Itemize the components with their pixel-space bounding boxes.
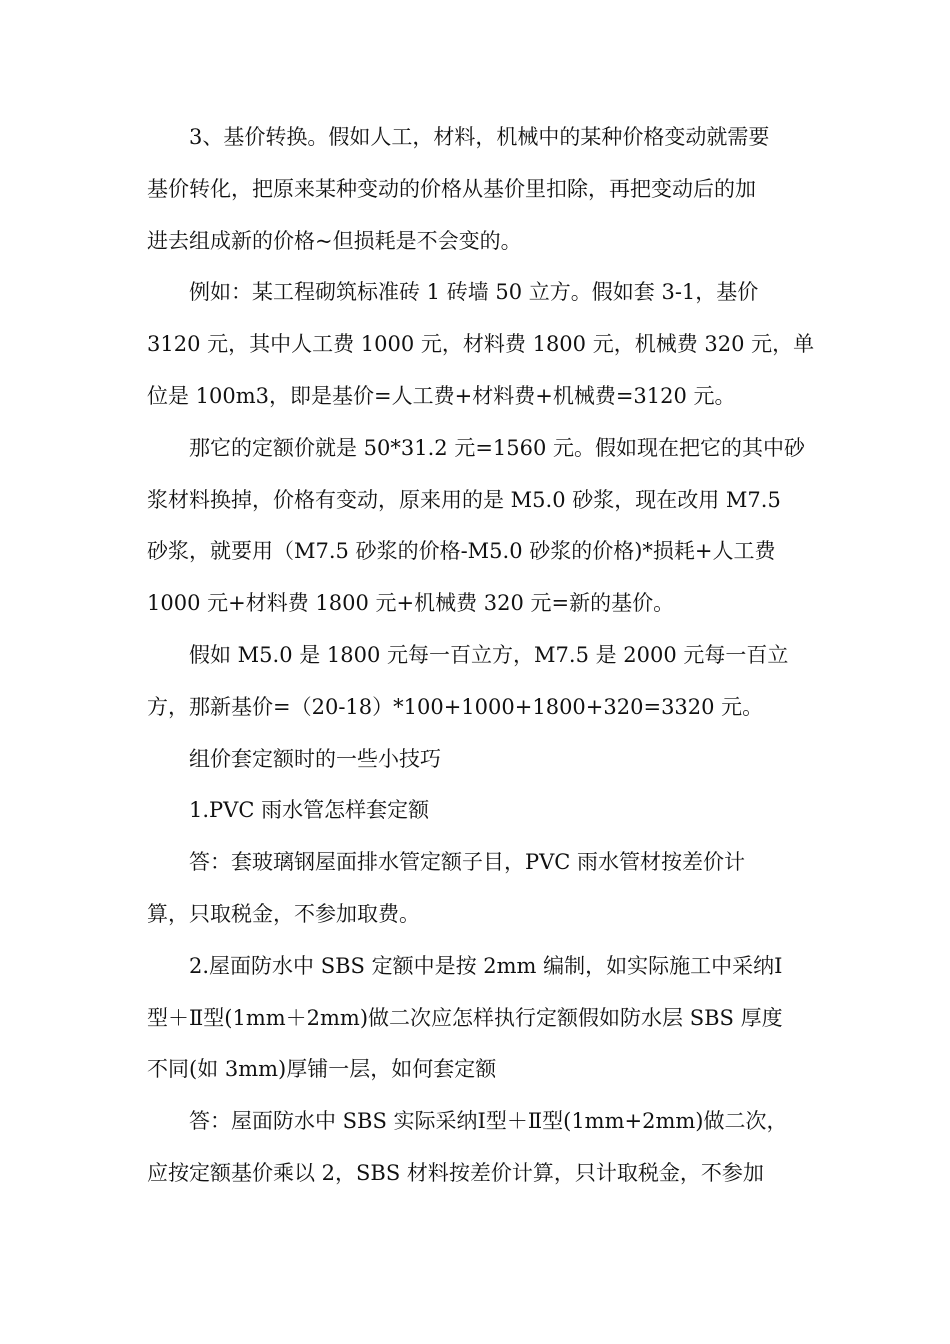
paragraph-example — [147, 267, 815, 422]
text-line: 位是 100m3，即是基价=人工费+材料费+机械费=3120 元。 — [147, 383, 736, 408]
section-heading-tips — [147, 734, 807, 786]
answer-1 — [147, 837, 807, 941]
text-line: 应按定额基价乘以 2，SBS 材料按差价计算，只计取税金，不参加 — [147, 1160, 764, 1185]
paragraph-new-base-price — [147, 630, 807, 734]
answer-2 — [147, 1096, 807, 1200]
paragraph-quota-price — [147, 423, 807, 630]
question-1 — [147, 785, 807, 837]
text-line: 算，只取税金，不参加取费。 — [147, 901, 420, 926]
text-line: 进去组成新的价格~但损耗是不会变的。 — [147, 228, 522, 253]
text-line: 1.PVC 雨水管怎样套定额 — [189, 798, 430, 823]
text-line: 例如：某工程砌筑标准砖 1 砖墙 50 立方。假如套 3-1，基价 — [189, 280, 759, 305]
text-line: 3、基价转换。假如人工，材料，机械中的某种价格变动就需要 — [189, 125, 770, 149]
document-body — [147, 112, 815, 1200]
text-line: 基价转化，把原来某种变动的价格从基价里扣除，再把变动后的加 — [147, 176, 756, 201]
text-line: 1000 元+材料费 1800 元+机械费 320 元=新的基价。 — [147, 591, 675, 616]
text-line: 3120 元，其中人工费 1000 元，材料费 1800 元，机械费 320 元，单 — [147, 332, 815, 357]
paragraph-base-price-conversion — [147, 112, 807, 267]
text-line: 答：套玻璃钢屋面排水管定额子目，PVC 雨水管材按差价计 — [189, 850, 746, 875]
text-line: 浆材料换掉，价格有变动，原来用的是 M5.0 砂浆，现在改用 M7.5 — [147, 487, 781, 512]
text-line: 砂浆，就要用（M7.5 砂浆的价格-M5.0 砂浆的价格)*损耗+人工费 — [147, 539, 776, 564]
question-2 — [147, 941, 807, 1096]
text-line: 答：屋面防水中 SBS 实际采纳Ⅰ型＋Ⅱ型(1mm+2mm)做二次， — [189, 1109, 788, 1134]
text-line: 不同(如 3mm)厚铺一层，如何套定额 — [147, 1057, 497, 1082]
text-line: 组价套定额时的一些小技巧 — [189, 746, 441, 771]
text-line: 那它的定额价就是 50*31.2 元=1560 元。假如现在把它的其中砂 — [189, 435, 806, 460]
text-line: 2.屋面防水中 SBS 定额中是按 2mm 编制，如实际施工中采纳Ⅰ — [189, 953, 783, 978]
text-line: 假如 M5.0 是 1800 元每一百立方，M7.5 是 2000 元每一百立 — [189, 642, 789, 667]
text-line: 方，那新基价=（20-18）*100+1000+1800+320=3320 元。 — [147, 694, 764, 719]
text-line: 型＋Ⅱ型(1mm＋2mm)做二次应怎样执行定额假如防水层 SBS 厚度 — [147, 1005, 783, 1030]
